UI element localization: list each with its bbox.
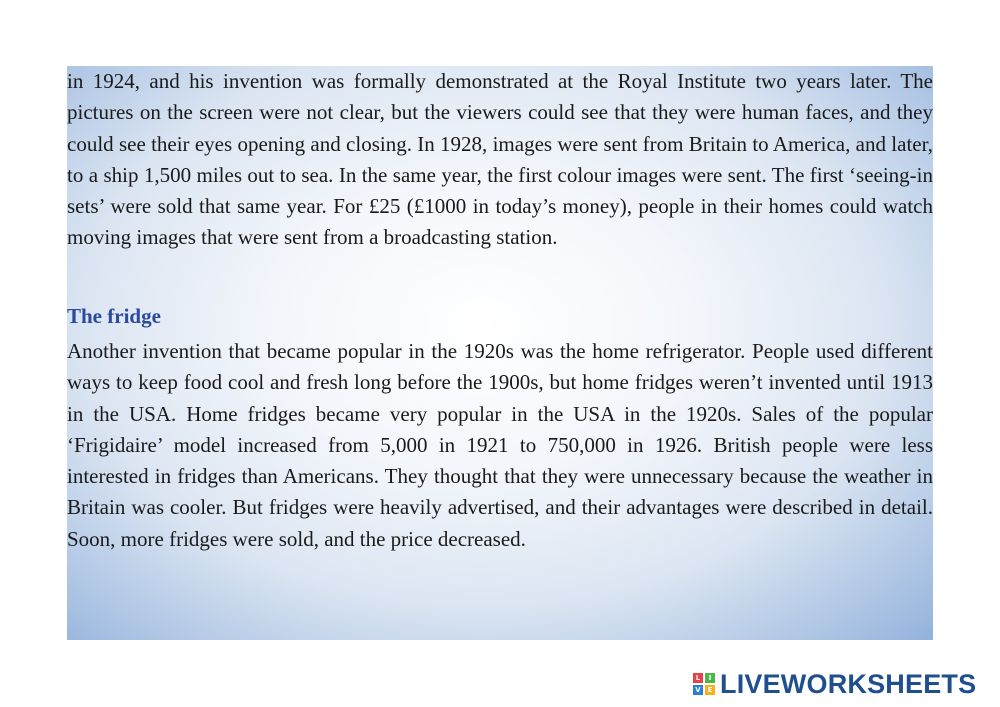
logo-letter-e: E [705,685,715,695]
paragraph-television: in 1924, and his invention was formally demonstrated at the Royal Institute two years later. The pictures on the screen were not clear, but the viewers could see that they were human faces, and they could see their eyes opening and closing. In 1928, images were sent from Britain to America, and later, to a ship 1,500 miles out to sea. In the same year, the first colour images were sent. The first ‘seeing-in sets’ were sold that same year. For £25 (£1000 in today’s money), people in their homes could watch moving images that were sent from a broadcasting station. [67,69,933,250]
liveworksheets-logo[interactable] [693,669,976,699]
logo-wordmark: LIVEWORKSHEETS [720,668,977,699]
logo-letter-l: L [693,673,703,683]
liveworksheets-logo-icon [693,673,715,695]
section-heading-fridge: The fridge [67,304,161,328]
text-panel [67,66,933,640]
logo-letter-i: I [705,673,715,683]
logo-letter-v: V [693,685,703,695]
paragraph-fridge: Another invention that became popular in the 1920s was the home refrigerator. People used different ways to keep food cool and fresh long before the 1900s, but home fridges weren’t invented until 1913 in the USA. Home fridges became very popular in the USA in the 1920s. Sales of the popular ‘Frigidaire’ model increased from 5,000 in 1921 to 750,000 in 1926. British people were less interested in fridges than Americans. They thought that they were unnecessary because the weather in Britain was cooler. But fridges were heavily advertised, and their advantages were described in detail. Soon, more fridges were sold, and the price decreased. [67,339,933,551]
